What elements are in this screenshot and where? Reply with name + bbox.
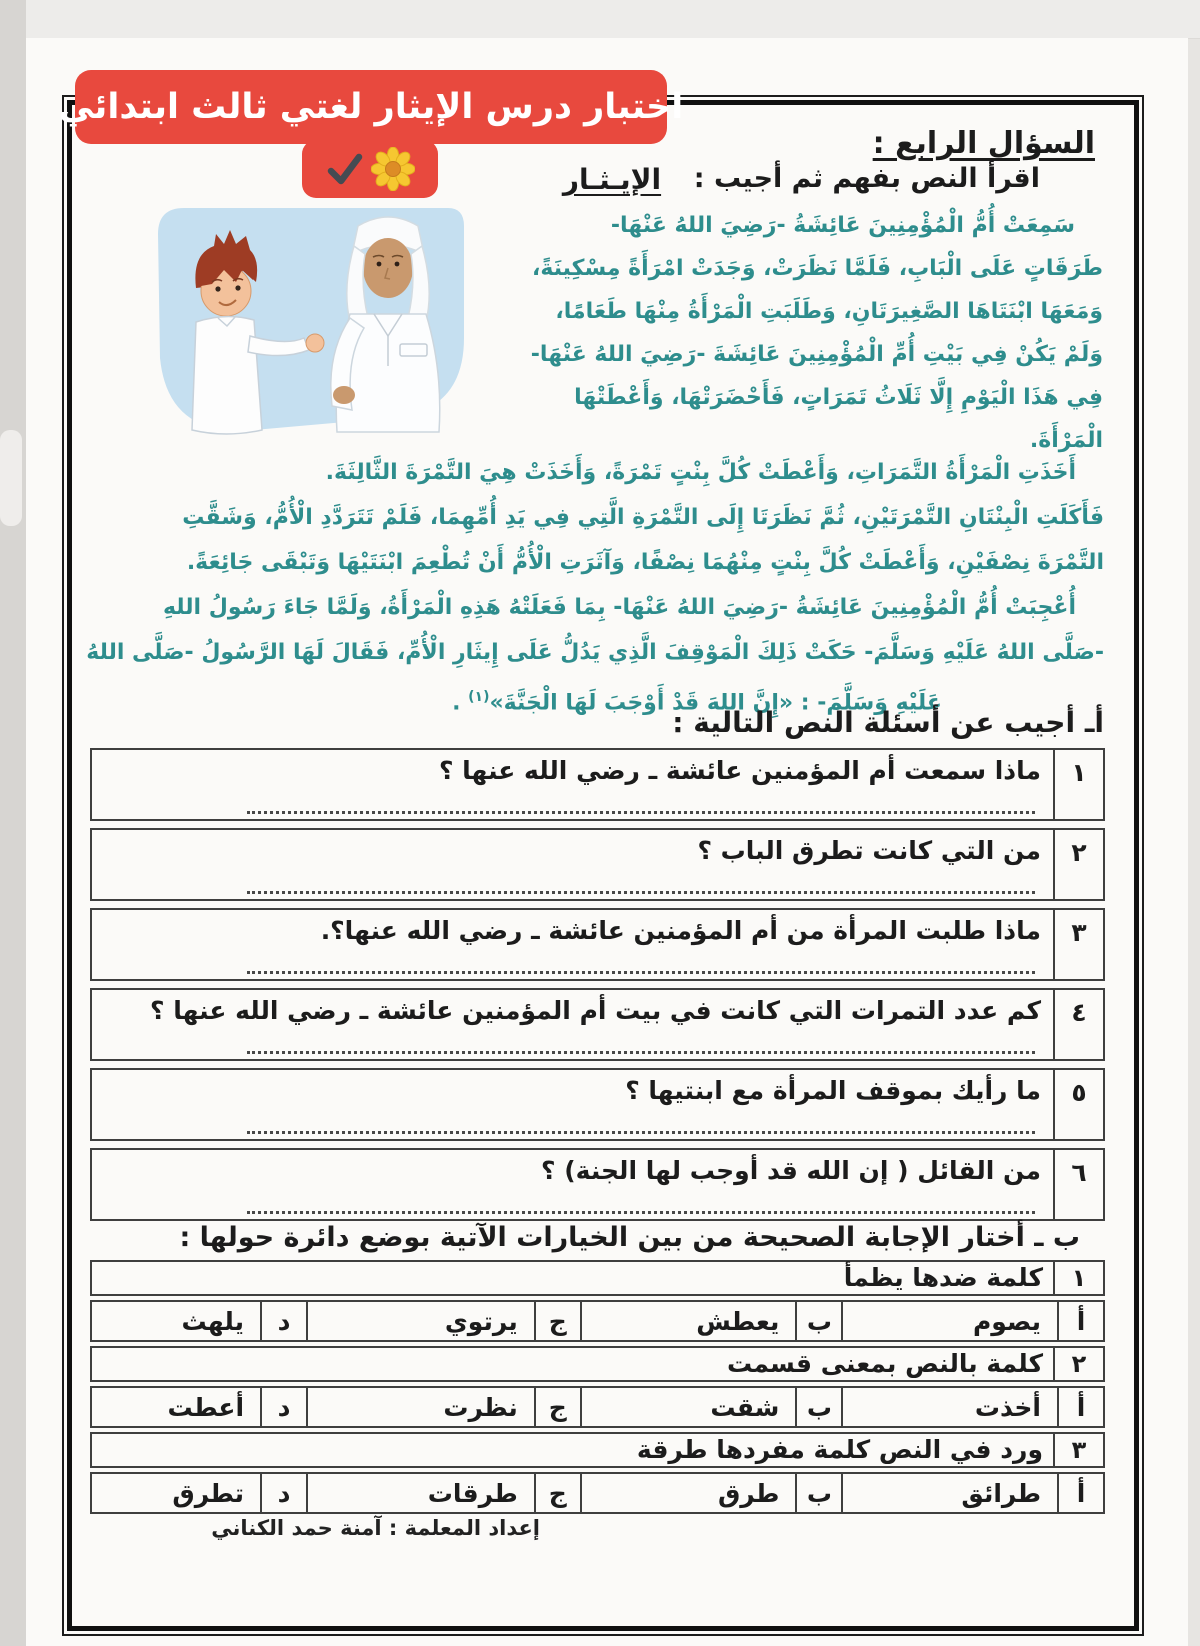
mcq-3-question-row	[90, 1432, 1105, 1468]
question-number: ٤	[1071, 998, 1087, 1027]
short-answer-questions	[90, 748, 1105, 1228]
checkmark-icon	[325, 149, 365, 189]
answer-line	[247, 1029, 1035, 1054]
question-number: ٥	[1071, 1078, 1087, 1107]
question-row-3	[90, 908, 1105, 981]
option-d: تطرق	[92, 1474, 262, 1512]
answer-line	[247, 789, 1035, 814]
option-letter: أ	[1076, 1478, 1086, 1508]
option-b: طرق	[582, 1474, 798, 1512]
option-d: يلهث	[92, 1302, 262, 1340]
photo-left-notch	[0, 430, 22, 526]
mcq-2-question-row	[90, 1346, 1105, 1382]
mcq-1-options-row	[90, 1300, 1105, 1342]
mcq-number: ١	[1071, 1264, 1087, 1292]
question-number: ٢	[1071, 838, 1087, 867]
question-text: من القائل ( إن الله قد أوجب لها الجنة) ؟	[541, 1156, 1041, 1185]
option-c: نظرت	[308, 1388, 536, 1426]
question-number: ٣	[1071, 918, 1087, 947]
option-letter: ب	[797, 1302, 843, 1340]
section-a-heading: أـ أجيب عن أسئلة النص التالية :	[672, 706, 1104, 739]
answer-line	[247, 1109, 1035, 1134]
story-line: طَرَقَاتٍ عَلَى الْبَابِ، فَلَمَّا نَظَرَتْ، وَجَدَتْ امْرَأَةً مِسْكِينَةً،	[532, 256, 1103, 281]
option-b: يعطش	[582, 1302, 798, 1340]
question-number: ٦	[1071, 1158, 1087, 1187]
footnote-marker: (١)	[468, 689, 490, 705]
boy-and-man-illustration	[138, 192, 468, 450]
option-a: يصوم	[843, 1302, 1059, 1340]
mcq-2-options-row	[90, 1386, 1105, 1428]
prophet-quote: عَلَيْهِ وَسَلَّمَ- : «إِنَّ اللهَ قَدْ أَوْجَبَ لَهَا الْجَنَّةَ»	[489, 690, 942, 716]
quote-period: .	[452, 690, 469, 716]
mcq-3-options-row	[90, 1472, 1105, 1514]
story-line: وَلَمْ يَكُنْ فِي بَيْتِ أُمِّ الْمُؤْمِنِينَ عَائِشَةَ -رَضِيَ اللهُ عَنْهَا-	[530, 342, 1103, 367]
mcq-1-question-row	[90, 1260, 1105, 1296]
question-four-label: السؤال الرابع :	[872, 126, 1095, 161]
story-line: فِي هَذَا الْيَوْمِ إِلَّا ثَلَاثُ تَمَرَاتٍ، فَأَحْضَرَتْهَا، وَأَعْطَتْهَا	[574, 385, 1103, 410]
story-line: الْمَرْأَةَ.	[1029, 428, 1103, 453]
option-letter: أ	[1076, 1392, 1086, 1422]
mcq-number: ٢	[1071, 1350, 1087, 1378]
option-letter: د	[262, 1302, 308, 1340]
question-text: من التي كانت تطرق الباب ؟	[697, 836, 1041, 865]
lesson-banner	[58, 70, 684, 144]
option-letter: أ	[1076, 1306, 1086, 1336]
story-line: التَّمْرَةَ نِصْفَيْنِ، وَأَعْطَتْ كُلَّ بِنْتٍ مِنْهُمَا نِصْفًا، وَآثَرَتِ الْأُمُّ أَنْ تُطْعِمَ ابْنَتَيْهَا وَتَبْقَى جَائِعَةً.	[186, 550, 1104, 575]
question-row-6	[90, 1148, 1105, 1221]
question-text: كم عدد التمرات التي كانت في بيت أم المؤمنين عائشة ـ رضي الله عنها ؟	[150, 996, 1041, 1025]
story-illustration	[138, 192, 468, 450]
multiple-choice-questions	[90, 1260, 1105, 1518]
story-line: أَخَذَتِ الْمَرْأَةُ التَّمَرَاتِ، وَأَعْطَتْ كُلَّ بِنْتٍ تَمْرَةً، وَأَخَذَتْ هِيَ التَّمْرَةَ الثَّالِثَةَ.	[325, 460, 1076, 485]
question-text: ماذا طلبت المرأة من أم المؤمنين عائشة ـ رضي الله عنها؟.	[320, 916, 1041, 945]
story-line: فَأَكَلَتِ الْبِنْتَانِ التَّمْرَتَيْنِ، ثُمَّ نَظَرَتَا إِلَى التَّمْرَةِ الَّتِي فِي يَدِ أُمِّهِمَا، فَلَمْ تَتَرَدَّدِ الْأُمُّ، وَشَقَّتِ	[182, 505, 1104, 530]
question-text: ما رأيك بموقف المرأة مع ابنتيها ؟	[625, 1076, 1041, 1105]
photo-left-edge	[0, 0, 26, 1646]
mcq-question-text: ورد في النص كلمة مفردها طرقة	[92, 1434, 1055, 1466]
option-letter: ج	[536, 1388, 582, 1426]
story-line: وَمَعَهَا ابْنَتَاهَا الصَّغِيرَتَانِ، وَطَلَبَتِ الْمَرْأَةُ مِنْهَا طَعَامًا،	[555, 299, 1103, 324]
option-letter: ب	[797, 1388, 843, 1426]
photo-top-edge	[0, 0, 1200, 39]
flower-icon	[371, 147, 415, 191]
story-text-beside-image	[458, 204, 1103, 462]
read-instruction: اقرأ النص بفهم ثم أجيب :	[693, 163, 1040, 194]
option-b: شقت	[582, 1388, 798, 1426]
section-b-heading: ب ـ أختار الإجابة الصحيحة من بين الخيارات الآتية بوضع دائرة حولها :	[179, 1222, 1080, 1253]
answer-line	[247, 949, 1035, 974]
question-row-2	[90, 828, 1105, 901]
mcq-question-text: كلمة بالنص بمعنى قسمت	[92, 1348, 1055, 1380]
mcq-question-text: كلمة ضدها يظمأ	[92, 1262, 1055, 1294]
option-letter: د	[262, 1474, 308, 1512]
option-d: أعطت	[92, 1388, 262, 1426]
option-c: طرقات	[308, 1474, 536, 1512]
story-title: الإيـثـار	[562, 163, 662, 196]
story-line: سَمِعَتْ أُمُّ الْمُؤْمِنِينَ عَائِشَةُ -رَضِيَ اللهُ عَنْهَا-	[610, 213, 1075, 238]
option-letter: ج	[536, 1302, 582, 1340]
answer-line	[247, 1189, 1035, 1214]
question-row-1	[90, 748, 1105, 821]
answer-line	[247, 869, 1035, 894]
prepared-by-credit: إعداد المعلمة : آمنة حمد الكناني	[211, 1516, 540, 1540]
option-c: يرتوي	[308, 1302, 536, 1340]
story-line: -صَلَّى اللهُ عَلَيْهِ وَسَلَّمَ- حَكَتْ ذَلِكَ الْمَوْقِفَ الَّذِي يَدُلُّ عَلَى إِيثَارِ الْأُمِّ، فَقَالَ لَهَا الرَّسُولُ -صَلَّى اللهُ	[86, 640, 1104, 665]
banner-title: اختبار درس الإيثار لغتي ثالث ابتدائي	[58, 87, 684, 127]
option-letter: ج	[536, 1474, 582, 1512]
option-a: طرائق	[843, 1474, 1059, 1512]
option-a: أخذت	[843, 1388, 1059, 1426]
question-number: ١	[1071, 758, 1087, 787]
question-text: ماذا سمعت أم المؤمنين عائشة ـ رضي الله عنها ؟	[438, 756, 1041, 785]
question-row-5	[90, 1068, 1105, 1141]
question-row-4	[90, 988, 1105, 1061]
banner-badge	[302, 140, 438, 198]
option-letter: ب	[797, 1474, 843, 1512]
mcq-number: ٣	[1071, 1436, 1087, 1464]
story-line: أُعْجِبَتْ أُمُّ الْمُؤْمِنِينَ عَائِشَةُ -رَضِيَ اللهُ عَنْهَا- بِمَا فَعَلَتْهُ هَذِهِ الْمَرْأَةُ، وَلَمَّا جَاءَ رَسُولُ اللهِ	[162, 595, 1076, 620]
option-letter: د	[262, 1388, 308, 1426]
story-text-full-width	[86, 450, 1104, 725]
